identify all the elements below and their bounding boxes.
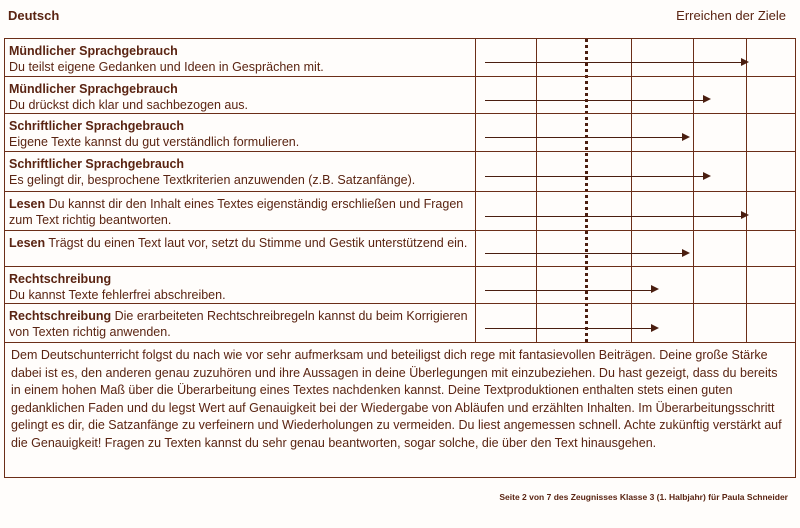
achievement-arrow	[485, 176, 705, 177]
competency-text: Du teilst eigene Gedanken und Ideen in Gesprächen mit.	[9, 60, 324, 74]
teacher-comment: Dem Deutschunterricht folgst du nach wie vor sehr aufmerksam und beteiligst dich rege mit fantasievollen Beiträgen. Deine große Stärke dabei ist es, den anderen genau zuzuhören und ihre Aussagen in deine Überlegungen mit einzubeziehen. Du hast gezeigt, dass du bereits in einem hohen Maß über die Überarbeitung eines Textes nachdenken kannst. Deine Textproduktionen enthalten stets einen guten gedanklichen Faden und du legst Wert auf Genauigkeit bei der Wiedergabe von Abläufen und erzählten Inhalten. Im Überarbeitungsschritt gelingt es dir, die Satzanfänge zu verfeinern und Wiederholungen zu vermeiden. Du liest angemessen schnell. Achte zukünftig verstärkt auf die Genauigkeit! Fragen zu Texten kannst du sehr genau beantworten, sogar solche, die über den Text hinausgehen.	[4, 343, 796, 478]
achievement-arrow	[485, 62, 743, 63]
achievement-arrow	[485, 328, 653, 329]
competency-title: Mündlicher Sprachgebrauch	[9, 44, 178, 58]
achievement-arrow	[485, 137, 684, 138]
goals-header: Erreichen der Ziele	[676, 8, 786, 23]
competency-row	[5, 114, 475, 152]
competency-text: Du kannst Texte fehlerfrei abschreiben.	[9, 288, 226, 302]
competency-title: Schriftlicher Sprachgebrauch	[9, 119, 185, 133]
competency-text: Trägst du einen Text laut vor, setzt du Stimme und Gestik unterstützend ein.	[48, 236, 468, 250]
rating-row-line	[475, 151, 795, 152]
competency-title: Rechtschreibung	[9, 309, 112, 323]
rating-row-line	[475, 303, 795, 304]
achievement-arrow	[485, 290, 653, 291]
rating-row-line	[475, 76, 795, 77]
competency-text: Die erarbeiteten Rechtschreibregeln kannst du beim Korrigieren von Texten richtig anwenden.	[9, 309, 468, 339]
competency-row	[5, 77, 475, 114]
competency-title: Lesen	[9, 236, 46, 250]
competency-row	[5, 152, 475, 192]
competency-text: Du drückst dich klar und sachbezogen aus.	[9, 98, 249, 112]
subject-title: Deutsch	[8, 8, 60, 23]
competency-title: Mündlicher Sprachgebrauch	[9, 82, 178, 96]
rating-row-line	[475, 113, 795, 114]
rating-row-line	[475, 230, 795, 231]
competency-row	[5, 267, 475, 304]
rating-row-line	[475, 191, 795, 192]
achievement-arrow	[485, 253, 684, 254]
achievement-arrow	[485, 100, 705, 101]
competency-grid	[4, 38, 796, 343]
competency-title: Schriftlicher Sprachgebrauch	[9, 157, 185, 171]
competency-text: Du kannst dir den Inhalt eines Textes eigenständig erschließen und Fragen zum Text richtig beantworten.	[9, 197, 464, 227]
competency-text: Eigene Texte kannst du gut verständlich formulieren.	[9, 135, 300, 149]
competency-row	[5, 39, 475, 77]
achievement-arrow	[485, 216, 743, 217]
rating-row-line	[475, 266, 795, 267]
competency-title: Rechtschreibung	[9, 272, 112, 286]
competency-row	[5, 304, 475, 344]
competency-text: Es gelingt dir, besprochene Textkriterien anzuwenden (z.B. Satzanfänge).	[9, 173, 416, 187]
competency-row	[5, 192, 475, 231]
competency-row	[5, 231, 475, 267]
page-footer: Seite 2 von 7 des Zeugnisses Klasse 3 (1. Halbjahr) für Paula Schneider	[499, 492, 788, 502]
competency-title: Lesen	[9, 197, 46, 211]
